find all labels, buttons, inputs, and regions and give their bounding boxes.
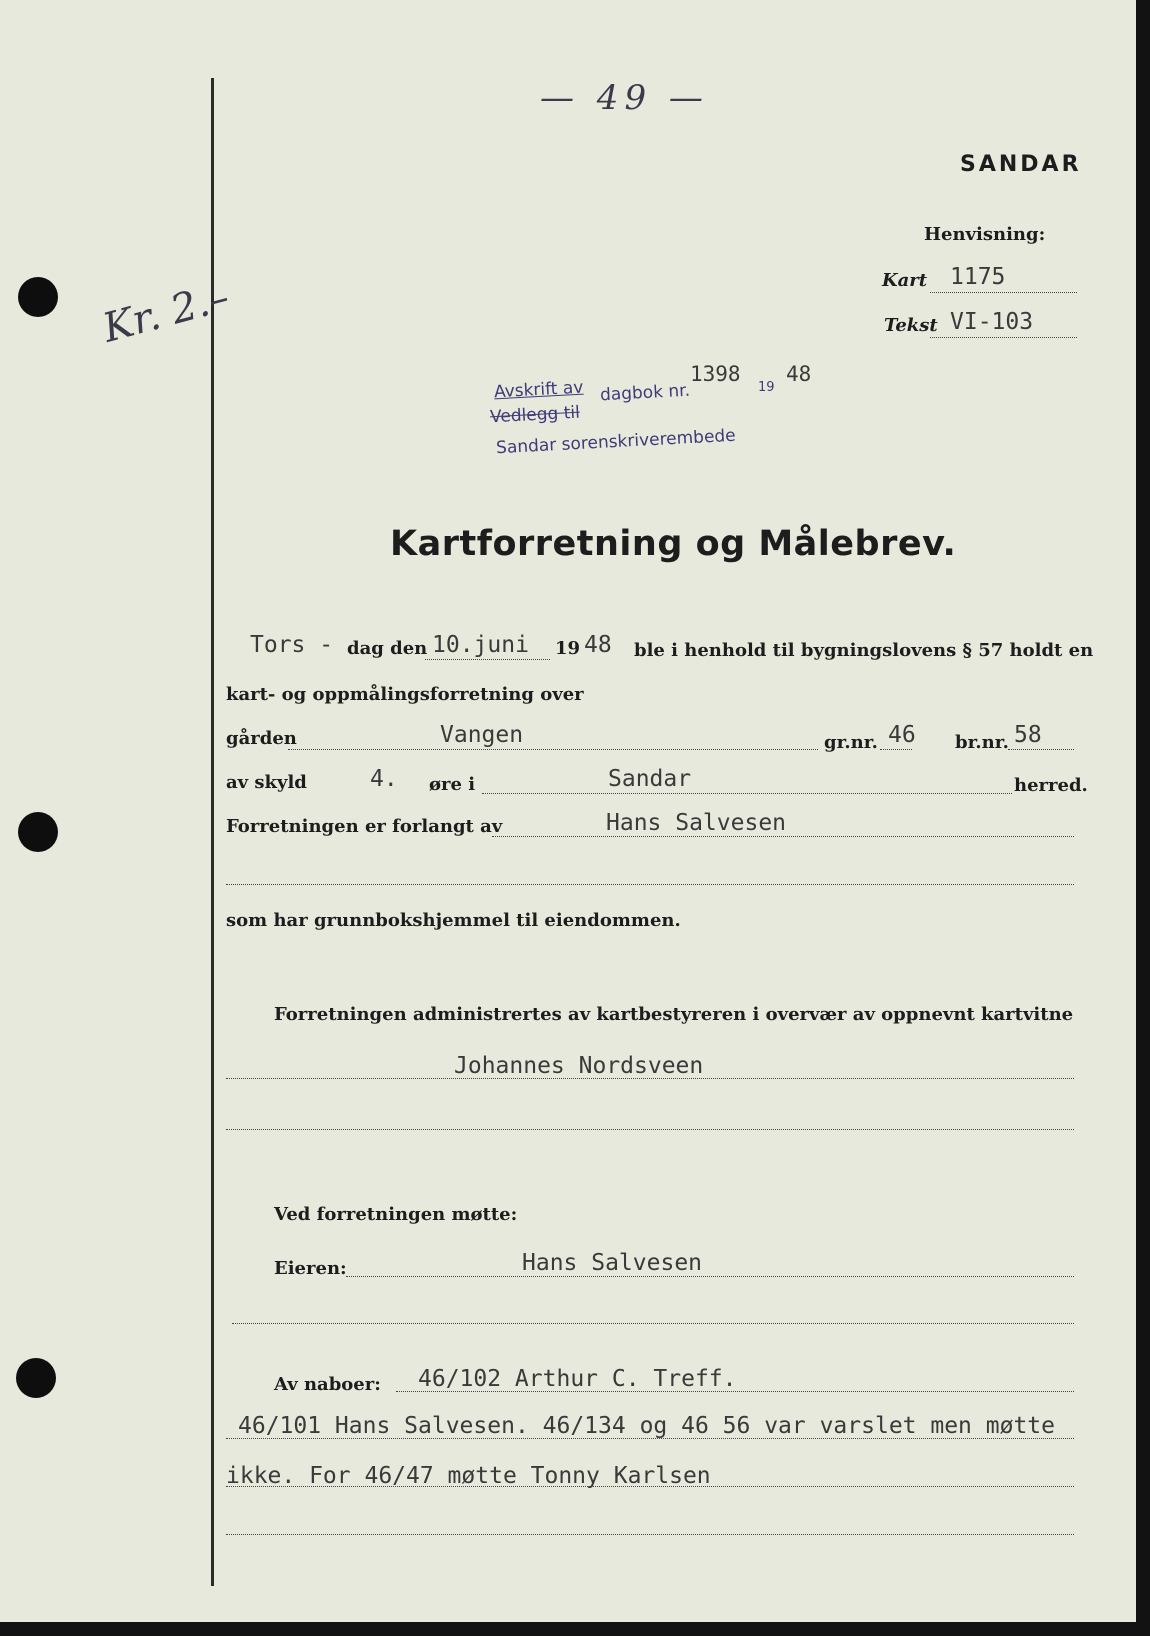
henvisning-label: Henvisning: bbox=[924, 224, 1046, 245]
forlangt-value: Hans Salvesen bbox=[606, 810, 787, 836]
garden-label: gården bbox=[226, 728, 297, 749]
forlangt-label: Forretningen er forlangt av bbox=[226, 816, 503, 837]
date-value: 10.juni bbox=[432, 632, 529, 658]
intro-text-1: ble i henhold til bygningslovens § 57 holdt en bbox=[634, 640, 1094, 661]
garden-value: Vangen bbox=[440, 722, 524, 748]
kart-value: 1175 bbox=[950, 264, 1006, 290]
administration-text: Forretningen administrertes av kartbestyreren i overvær av oppnevnt kartvitne bbox=[274, 1004, 1074, 1025]
grunnbok-text: som har grunnbokshjemmel til eiendommen. bbox=[226, 910, 681, 931]
stamp-year-prefix: 19 bbox=[758, 380, 775, 395]
scan-border-bottom bbox=[0, 1622, 1150, 1636]
stamp-avskrift: Avskrift av bbox=[493, 377, 584, 403]
page-number: — 49 — bbox=[540, 78, 709, 118]
brnr-value: 58 bbox=[1014, 722, 1042, 748]
tekst-value: VI-103 bbox=[950, 309, 1034, 335]
naboer-line-1: 46/102 Arthur C. Treff. bbox=[418, 1366, 737, 1392]
grnr-value: 46 bbox=[888, 722, 916, 748]
tekst-dotted-line bbox=[930, 337, 1077, 338]
witness-value: Johannes Nordsveen bbox=[454, 1053, 704, 1079]
punch-hole-icon bbox=[16, 1358, 56, 1398]
scan-border-right bbox=[1136, 0, 1150, 1636]
eieren-value: Hans Salvesen bbox=[522, 1250, 703, 1276]
tekst-label: Tekst bbox=[884, 315, 938, 336]
skyld-label: av skyld bbox=[226, 772, 307, 793]
blank-dotted-line-3 bbox=[232, 1323, 1074, 1324]
herred-dotted-line bbox=[482, 793, 1012, 794]
stamp-number: 1398 bbox=[690, 362, 741, 386]
stamp-vedlegg: Vedlegg til bbox=[489, 402, 581, 428]
kart-label: Kart bbox=[882, 270, 928, 291]
document-title: Kartforretning og Målebrev. bbox=[390, 524, 957, 564]
date-dotted-line bbox=[425, 659, 550, 660]
year-value: 48 bbox=[584, 632, 612, 658]
naboer-line-3: ikke. For 46/47 møtte Tonny Karlsen bbox=[226, 1463, 711, 1489]
garden-dotted-line bbox=[288, 749, 818, 750]
punch-hole-icon bbox=[18, 277, 58, 317]
eieren-dotted-line bbox=[346, 1276, 1074, 1277]
skyld-value: 4. bbox=[370, 766, 398, 792]
grnr-label: gr.nr. bbox=[824, 732, 878, 753]
brnr-label: br.nr. bbox=[955, 732, 1009, 753]
stamp-office: Sandar sorenskriverembede bbox=[495, 425, 737, 459]
brnr-dotted-line bbox=[1008, 749, 1074, 750]
municipality-header: SANDAR bbox=[960, 152, 1082, 177]
weekday-value: Tors - bbox=[250, 632, 334, 658]
ore-label: øre i bbox=[429, 774, 476, 795]
year-prefix: 19 bbox=[555, 638, 581, 659]
dag-label: dag den bbox=[347, 638, 428, 659]
kart-dotted-line bbox=[930, 292, 1077, 293]
eieren-label: Eieren: bbox=[274, 1258, 347, 1279]
attendance-heading: Ved forretningen møtte: bbox=[274, 1204, 518, 1225]
forlangt-dotted-line bbox=[492, 836, 1074, 837]
naboer-line-2: 46/101 Hans Salvesen. 46/134 og 46 56 var varslet men møtte bbox=[238, 1413, 1055, 1439]
naboer-dotted-line-4 bbox=[226, 1534, 1074, 1535]
margin-note: Kr. 2.– bbox=[98, 274, 234, 352]
stamp-year: 48 bbox=[786, 362, 812, 386]
grnr-dotted-line bbox=[880, 749, 912, 750]
intro-text-2: kart- og oppmålingsforretning over bbox=[226, 684, 584, 705]
herred-value: Sandar bbox=[608, 766, 692, 792]
naboer-label: Av naboer: bbox=[274, 1374, 381, 1395]
blank-dotted-line-2 bbox=[226, 1129, 1074, 1130]
punch-hole-icon bbox=[18, 812, 58, 852]
herred-label: herred. bbox=[1014, 775, 1088, 796]
stamp-dagbok: dagbok nr. bbox=[599, 380, 691, 406]
blank-dotted-line bbox=[226, 884, 1074, 885]
